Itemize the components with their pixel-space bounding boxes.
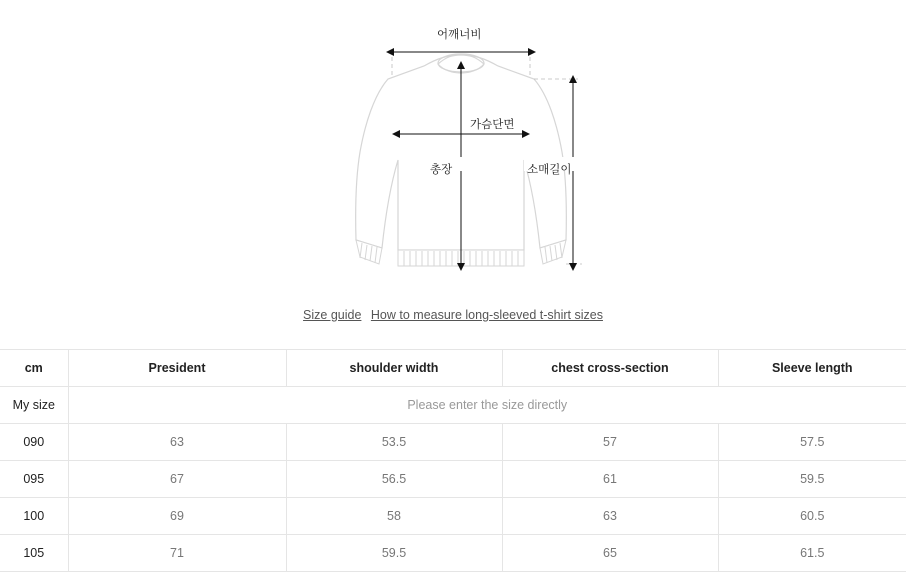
my-size-row: [0, 387, 906, 424]
cell-chest: 57: [502, 424, 718, 461]
row-size-105: 105: [0, 535, 68, 572]
cell-sleeve: 59.5: [718, 461, 906, 498]
row-size-100: 100: [0, 498, 68, 535]
row-size-090: 090: [0, 424, 68, 461]
header-chest-cross-section: chest cross-section: [502, 350, 718, 387]
cell-sleeve: 60.5: [718, 498, 906, 535]
table-row: [0, 498, 906, 535]
my-size-label: My size: [0, 387, 68, 424]
size-guide-link[interactable]: Size guide: [303, 308, 362, 322]
label-sleeve-length: 소매길이: [527, 162, 572, 176]
cell-president: 69: [68, 498, 286, 535]
label-chest-cross-section: 가슴단면: [470, 117, 515, 131]
guide-links: [0, 308, 906, 322]
cell-sleeve: 61.5: [718, 535, 906, 572]
header-shoulder-width: shoulder width: [286, 350, 502, 387]
row-size-095: 095: [0, 461, 68, 498]
table-row: [0, 535, 906, 572]
label-total-length: 총장: [430, 162, 453, 176]
cell-president: 67: [68, 461, 286, 498]
size-table: [0, 349, 906, 572]
cell-president: 71: [68, 535, 286, 572]
table-row: [0, 424, 906, 461]
header-unit: cm: [0, 350, 68, 387]
cell-president: 63: [68, 424, 286, 461]
header-president: President: [68, 350, 286, 387]
label-shoulder-width: 어깨너비: [437, 27, 482, 41]
my-size-input-cell[interactable]: Please enter the size directly: [68, 387, 906, 424]
cell-shoulder: 53.5: [286, 424, 502, 461]
table-header-row: [0, 350, 906, 387]
header-sleeve-length: Sleeve length: [718, 350, 906, 387]
cell-shoulder: 56.5: [286, 461, 502, 498]
cell-sleeve: 57.5: [718, 424, 906, 461]
table-row: [0, 461, 906, 498]
cell-shoulder: 59.5: [286, 535, 502, 572]
cell-chest: 61: [502, 461, 718, 498]
cell-chest: 63: [502, 498, 718, 535]
cell-chest: 65: [502, 535, 718, 572]
how-to-measure-link[interactable]: How to measure long-sleeved t-shirt sizes: [370, 308, 603, 322]
cell-shoulder: 58: [286, 498, 502, 535]
